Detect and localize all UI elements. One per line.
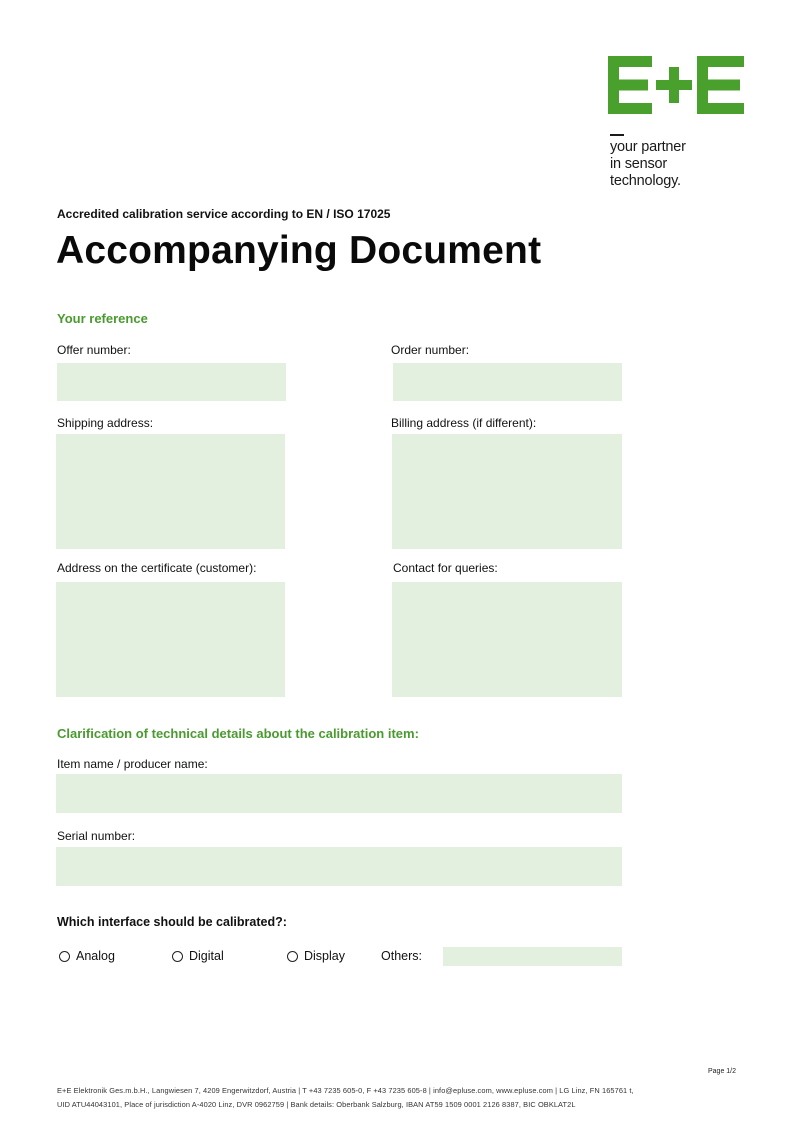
digital-radio[interactable] bbox=[172, 951, 183, 962]
shipping-address-label: Shipping address: bbox=[57, 416, 154, 430]
offer-number-field[interactable] bbox=[57, 363, 286, 401]
item-name-field[interactable] bbox=[56, 774, 622, 813]
footer-line-1: E+E Elektronik Ges.m.b.H., Langwiesen 7, 4209 Engerwitzdorf, Austria | T +43 7235 605-0, F +43 7235 605-8 | info@epluse.com, www.epluse.com | LG Linz, FN 165761 t, bbox=[57, 1086, 634, 1095]
billing-address-label: Billing address (if different): bbox=[391, 416, 537, 430]
order-number-field[interactable] bbox=[393, 363, 622, 401]
analog-label: Analog bbox=[76, 949, 115, 963]
tagline-dash bbox=[610, 134, 624, 136]
section-technical-details: Clarification of technical details about the calibration item: bbox=[57, 726, 419, 741]
tagline-line-2: in sensor bbox=[610, 156, 668, 172]
shipping-address-field[interactable] bbox=[56, 434, 285, 549]
serial-number-field[interactable] bbox=[56, 847, 622, 886]
others-field[interactable] bbox=[443, 947, 622, 966]
order-number-label: Order number: bbox=[391, 343, 470, 357]
digital-label: Digital bbox=[189, 949, 224, 963]
billing-address-field[interactable] bbox=[392, 434, 622, 549]
option-analog[interactable] bbox=[59, 947, 115, 965]
page-title: Accompanying Document bbox=[56, 229, 542, 272]
company-footer bbox=[57, 1084, 634, 1112]
certificate-address-field[interactable] bbox=[56, 582, 285, 697]
section-your-reference: Your reference bbox=[57, 311, 148, 326]
display-radio[interactable] bbox=[287, 951, 298, 962]
contact-label: Contact for queries: bbox=[393, 561, 498, 575]
brand-tagline bbox=[610, 139, 686, 190]
option-display[interactable] bbox=[287, 947, 345, 965]
certificate-address-label: Address on the certificate (customer): bbox=[57, 561, 257, 575]
footer-line-2: UID ATU44043101, Place of jurisdiction A-4020 Linz, DVR 0962759 | Bank details: Oberbank Salzburg, IBAN AT59 1509 0001 2126 8387, BIC OBKLAT2L bbox=[57, 1100, 576, 1109]
display-label: Display bbox=[304, 949, 345, 963]
serial-number-label: Serial number: bbox=[57, 829, 136, 843]
contact-field[interactable] bbox=[392, 582, 622, 697]
page-number: Page 1/2 bbox=[708, 1068, 737, 1075]
others-label: Others: bbox=[381, 949, 422, 963]
offer-number-label: Offer number: bbox=[57, 343, 131, 357]
tagline-line-3: technology. bbox=[610, 173, 681, 189]
analog-radio[interactable] bbox=[59, 951, 70, 962]
tagline-line-1: your partner bbox=[610, 139, 686, 155]
brand-logo bbox=[608, 56, 744, 114]
document-subtitle: Accredited calibration service according to EN / ISO 17025 bbox=[57, 207, 391, 221]
option-digital[interactable] bbox=[172, 947, 224, 965]
item-name-label: Item name / producer name: bbox=[57, 757, 208, 771]
interface-question: Which interface should be calibrated?: bbox=[57, 915, 287, 929]
